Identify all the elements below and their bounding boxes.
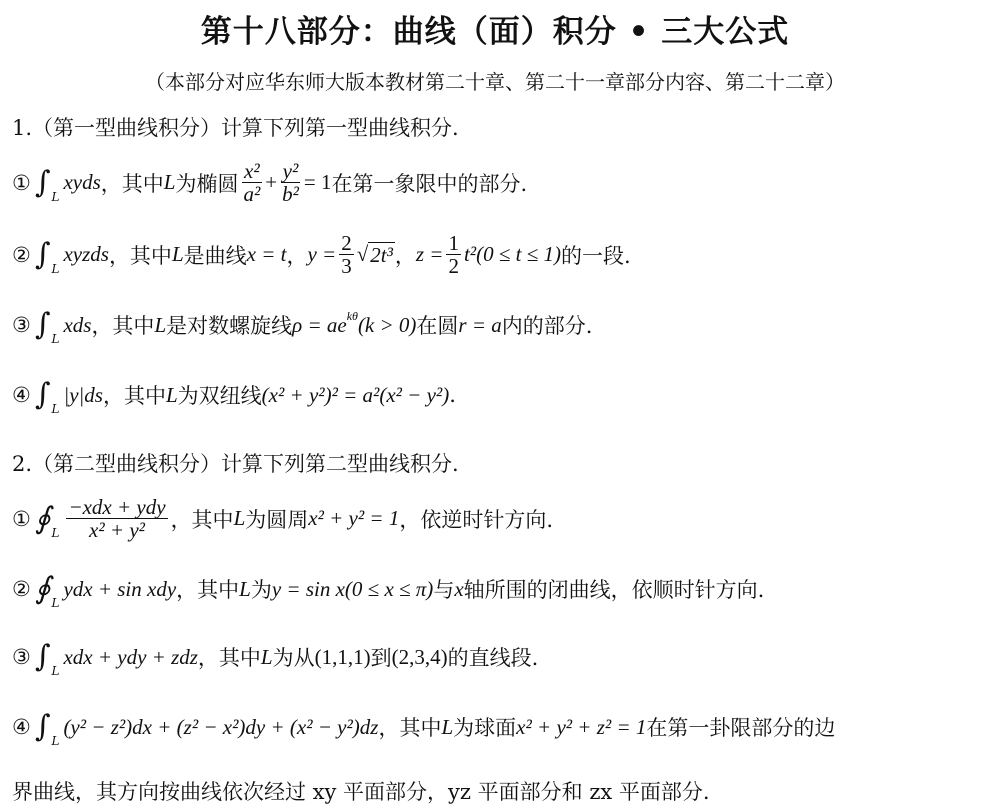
- text: 在圆: [416, 314, 459, 338]
- denominator: 2: [448, 254, 459, 279]
- numerator: y²: [282, 159, 299, 183]
- equation: (x² + y²)² = a²(x² − y²): [261, 382, 450, 407]
- curve-symbol: L: [260, 644, 273, 669]
- equation: ρ = ae: [292, 312, 347, 337]
- integral-subscript: L: [51, 189, 60, 204]
- text: ，依逆时针方向.: [399, 507, 554, 532]
- equation: r = a: [458, 312, 502, 337]
- problem-1-1: [12, 160, 527, 205]
- text: 为圆周: [245, 507, 309, 532]
- integral-subscript: L: [51, 332, 60, 346]
- denominator: x² + y²: [89, 518, 145, 543]
- curve-symbol: L: [441, 714, 454, 739]
- problem-2-1: [12, 496, 553, 541]
- curve-symbol: L: [154, 312, 167, 337]
- equation: x² + y² = 1: [308, 506, 400, 531]
- integral-sign: ∫: [34, 377, 51, 412]
- integrand: ydx + sin xdy: [63, 576, 177, 601]
- denominator: b²: [282, 182, 299, 207]
- integral-subscript: L: [51, 596, 60, 610]
- curve-symbol: L: [163, 170, 176, 195]
- radicand: 2t³: [370, 242, 393, 267]
- text: ，其中: [176, 578, 240, 602]
- text: 为双纽线: [177, 384, 262, 408]
- curve-symbol: L: [239, 576, 251, 601]
- condition: (k > 0): [357, 312, 417, 337]
- item-number: ②: [12, 242, 31, 267]
- fraction: [280, 160, 301, 205]
- fraction: [241, 160, 262, 205]
- item-number: ③: [12, 313, 31, 337]
- text: 界曲线，其方向按曲线依次经过 xy 平面部分，yz 平面部分和 zx 平面部分.: [12, 780, 710, 804]
- range: (0 ≤ x ≤ π): [344, 576, 434, 601]
- term: t²: [463, 242, 477, 267]
- fraction: [339, 232, 354, 277]
- text: 为从: [272, 646, 315, 670]
- text: 内的部分.: [501, 314, 593, 338]
- page-title: 第十八部分：曲线（面）积分 • 三大公式: [200, 14, 790, 50]
- contour-integral-sign: ∮: [34, 500, 51, 536]
- text: ，其中: [102, 384, 166, 408]
- problem-2-4: [12, 709, 836, 748]
- item-number: ④: [12, 715, 31, 739]
- section-1-heading: [12, 112, 459, 142]
- end-point: (2,3,4): [391, 644, 448, 669]
- curve-symbol: L: [165, 382, 178, 407]
- integral-subscript: L: [51, 734, 60, 748]
- equation: x² + y² + z² = 1: [516, 714, 647, 739]
- item-number: ③: [12, 645, 31, 669]
- integral-sign: ∫: [34, 164, 51, 200]
- text: 是曲线: [183, 243, 247, 268]
- text: ，其中: [91, 314, 155, 338]
- text: 在第一卦限部分的边: [646, 716, 836, 740]
- text: ，其中: [378, 716, 442, 740]
- text: ，其中: [108, 243, 172, 268]
- text: 的直线段.: [447, 646, 539, 670]
- text: 的一段.: [560, 243, 631, 268]
- item-number: ②: [12, 577, 31, 601]
- item-number: ④: [12, 383, 31, 407]
- text: 为椭圆: [175, 171, 239, 196]
- text: 与: [433, 578, 455, 602]
- integral-subscript: L: [51, 525, 60, 540]
- sqrt-sign: √: [356, 242, 369, 267]
- equation: y =: [307, 242, 337, 267]
- fraction: [446, 232, 461, 277]
- text: 为: [250, 578, 272, 602]
- integral-sign: ∫: [34, 307, 51, 342]
- curve-symbol: L: [233, 506, 246, 531]
- section-1-text: 1.（第一型曲线积分）计算下列第一型曲线积分.: [12, 116, 459, 140]
- integral-subscript: L: [51, 402, 60, 416]
- text: ，其中: [170, 507, 234, 532]
- axis-symbol: x: [454, 576, 464, 601]
- comma: ，: [286, 243, 308, 268]
- numerator: 1: [448, 231, 459, 255]
- start-point: (1,1,1): [314, 644, 371, 669]
- fraction: [66, 496, 167, 541]
- text: ，其中: [197, 646, 261, 670]
- equation: y = sin x: [271, 576, 345, 601]
- text: 在第一象限中的部分.: [331, 171, 528, 196]
- integrand: xdx + ydy + zdz: [63, 644, 198, 669]
- comma: ，: [394, 243, 416, 268]
- text: ，其中: [100, 171, 164, 196]
- problem-1-4: [12, 377, 456, 416]
- integrand: (y² − z²)dx + (z² − x²)dy + (x² − y²)dz: [63, 714, 379, 739]
- problem-1-3: [12, 307, 593, 346]
- numerator: −xdx + ydy: [68, 495, 166, 519]
- integral-sign: ∫: [34, 639, 51, 674]
- page-subtitle: （本部分对应华东师大版本教材第二十章、第二十一章部分内容、第二十二章）: [145, 70, 845, 94]
- problem-2-2: [12, 571, 765, 610]
- section-2-text: 2.（第二型曲线积分）计算下列第二型曲线积分.: [12, 452, 459, 476]
- integrand: |y|ds: [63, 382, 103, 407]
- range: (0 ≤ t ≤ 1): [476, 242, 561, 267]
- exponent: kθ: [346, 308, 358, 323]
- integral-sign: ∫: [34, 236, 51, 272]
- contour-integral-sign: ∮: [34, 571, 51, 606]
- equation: x = t: [246, 242, 287, 267]
- text: 轴所围的闭曲线，依顺时针方向.: [463, 578, 765, 602]
- text: 是对数螺旋线: [166, 314, 293, 338]
- problem-2-3: [12, 639, 539, 678]
- numerator: x²: [244, 159, 260, 183]
- equation: = 1: [303, 170, 332, 195]
- curve-symbol: L: [171, 242, 184, 267]
- equation: z =: [415, 242, 444, 267]
- problem-2-4-continuation: [12, 776, 710, 806]
- integral-subscript: L: [51, 261, 60, 276]
- integrand: xyzds: [63, 242, 109, 267]
- integrand: xyds: [63, 170, 101, 195]
- denominator: a²: [243, 182, 261, 207]
- text: 到: [370, 646, 392, 670]
- integral-sign: ∫: [34, 709, 51, 744]
- denominator: 3: [341, 254, 352, 279]
- item-number: ①: [12, 170, 31, 195]
- text: 为球面: [453, 716, 517, 740]
- integral-subscript: L: [51, 664, 60, 678]
- section-2-heading: [12, 448, 459, 478]
- problem-1-2: [12, 232, 631, 277]
- numerator: 2: [341, 231, 352, 255]
- text: .: [449, 383, 456, 407]
- item-number: ①: [12, 506, 31, 531]
- integrand: xds: [63, 312, 92, 337]
- operator: +: [265, 170, 278, 195]
